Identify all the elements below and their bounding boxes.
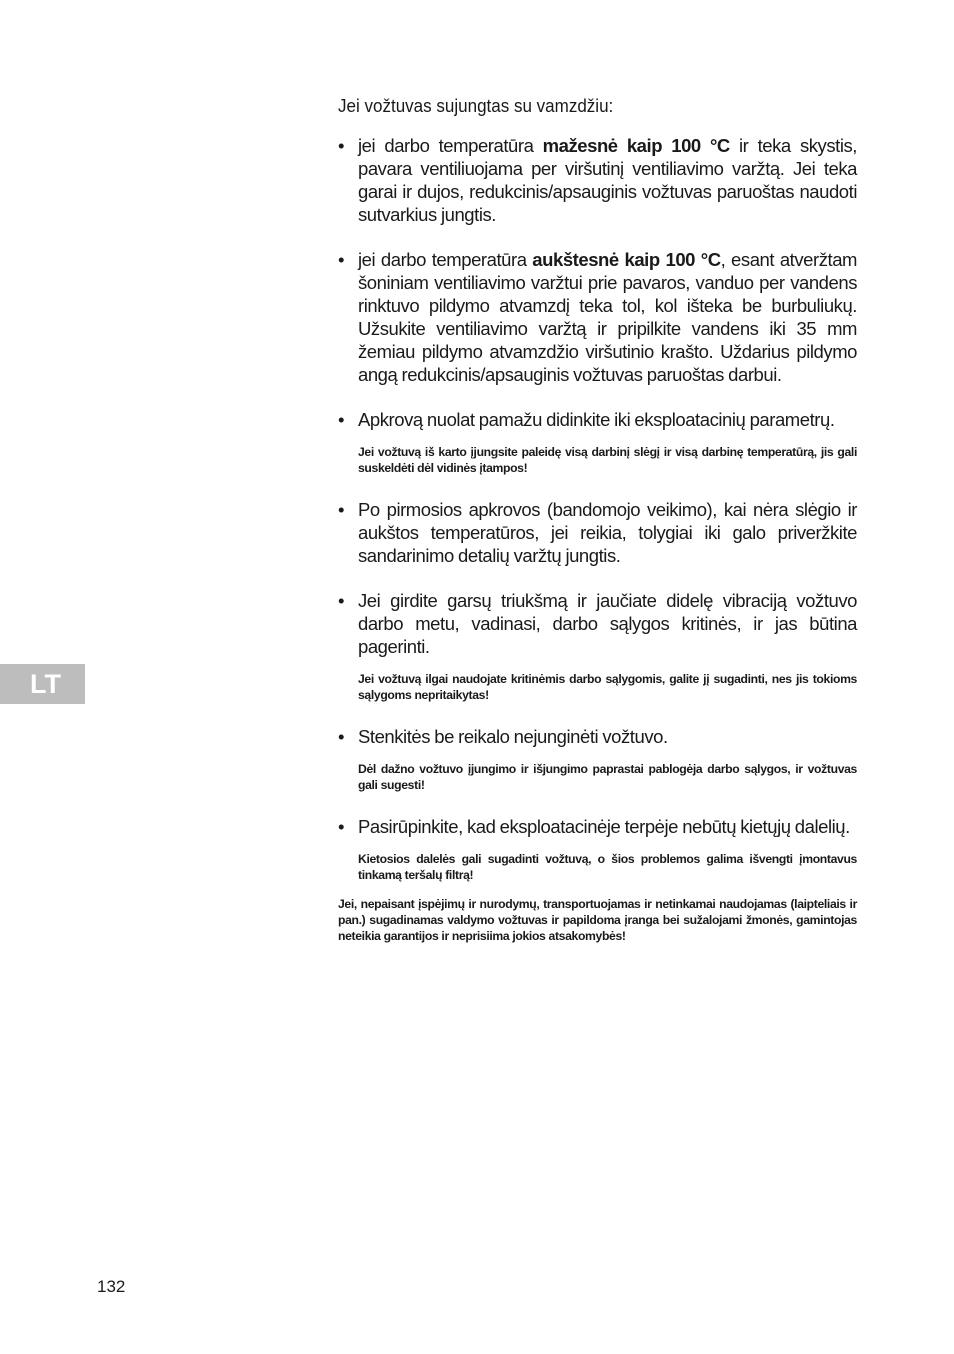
bullet-icon: • <box>338 249 345 270</box>
intro-text: Jei vožtuvas sujungtas su vamzdžiu: <box>338 95 614 116</box>
liability-notice: Jei, nepaisant įspėjimų ir nurodymų, transportuojamas ir netinkamai naudojamas (laipteliais ir pan.) sugadinamas valdymo vožtuvas ir papildoma įranga bei sužalojami žmonės, gamintojas neteikia garantijos ir neprisiima jokios atsakomybės! <box>338 897 857 943</box>
bullet-icon: • <box>338 816 345 837</box>
item-text: Stenkitės be reikalo nejunginėti vožtuvo. <box>358 726 668 747</box>
warning-note: Jei vožtuvą ilgai naudojate kritinėmis darbo sąlygomis, galite jį sugadinti, nes jis tokioms sąlygoms nepritaikytas! <box>358 672 857 702</box>
list-item-noise <box>338 589 857 703</box>
list-item-high-temp: • jei darbo temperatūra aukštesnė kaip 100 °C, esant atveržtam šoniniam ventiliavimo varžtui prie pavaros, vanduo per vandens rinktuvo pildymo atvamzdį teka tol, kol išteka be burbuliukų. Užsukite ventiliavimo varžtą ir pripilkite vandens iki 35 mm žemiau pildymo atvamzdžio viršutinio krašto. Uždarius pildymo angą redukcinis/apsauginis vožtuvas paruoštas darbui. <box>338 249 857 385</box>
emphasis-low-temp: mažesnė kaip 100 °C <box>542 135 730 156</box>
list-item-tighten <box>338 498 857 567</box>
list-item-low-temp: • jei darbo temperatūra mažesnė kaip 100 °C ir teka skystis, pavara ventiliuojama per viršutinį ventiliavimo varžtą. Jei teka garai ir dujos, redukcinis/apsauginis vožtuvas paruoštas naudoti sutvarkius jungtis. <box>338 135 858 225</box>
language-tab: LT <box>0 664 85 704</box>
list-item-switching <box>338 725 857 793</box>
bullet-icon: • <box>338 590 345 611</box>
bullet-icon: • <box>338 409 345 430</box>
item-text: Po pirmosios apkrovos (bandomojo veikimo), kai nėra slėgio ir aukštos temperatūros, jei reikia, tolygiai iki galo priveržkite sandarinimo detalių varžtų jungtis. <box>358 499 857 566</box>
bullet-icon: • <box>338 499 345 520</box>
bullet-icon: • <box>338 726 345 747</box>
list-item-particles <box>338 815 857 883</box>
page-number: 132 <box>97 1277 126 1296</box>
warning-note: Kietosios dalelės gali sugadinti vožtuvą, o šios problemos galima išvengti įmontavus tinkamą teršalų filtrą! <box>358 852 857 882</box>
warning-note: Jei vožtuvą iš karto įjungsite paleidę visą darbinį slėgį ir visą darbinę temperatūrą, jis gali suskeldėti dėl vidinės įtampos! <box>358 445 857 475</box>
warning-note: Dėl dažno vožtuvo įjungimo ir išjungimo paprastai pablogėja darbo sąlygos, ir vožtuvas gali sugesti! <box>358 762 857 792</box>
item-text: Apkrovą nuolat pamažu didinkite iki eksploatacinių parametrų. <box>358 409 835 430</box>
item-text: Jei girdite garsų triukšmą ir jaučiate didelę vibraciją vožtuvo darbo metu, vadinasi, darbo sąlygos kritinės, ir jas būtina pagerinti. <box>358 590 857 657</box>
item-text: Pasirūpinkite, kad eksploatacinėje terpėje nebūtų kietųjų dalelių. <box>358 816 850 837</box>
bullet-icon: • <box>338 135 345 156</box>
list-item-load <box>338 408 857 476</box>
main-column <box>338 94 857 944</box>
emphasis-high-temp: aukštesnė kaip 100 °C <box>532 249 721 270</box>
